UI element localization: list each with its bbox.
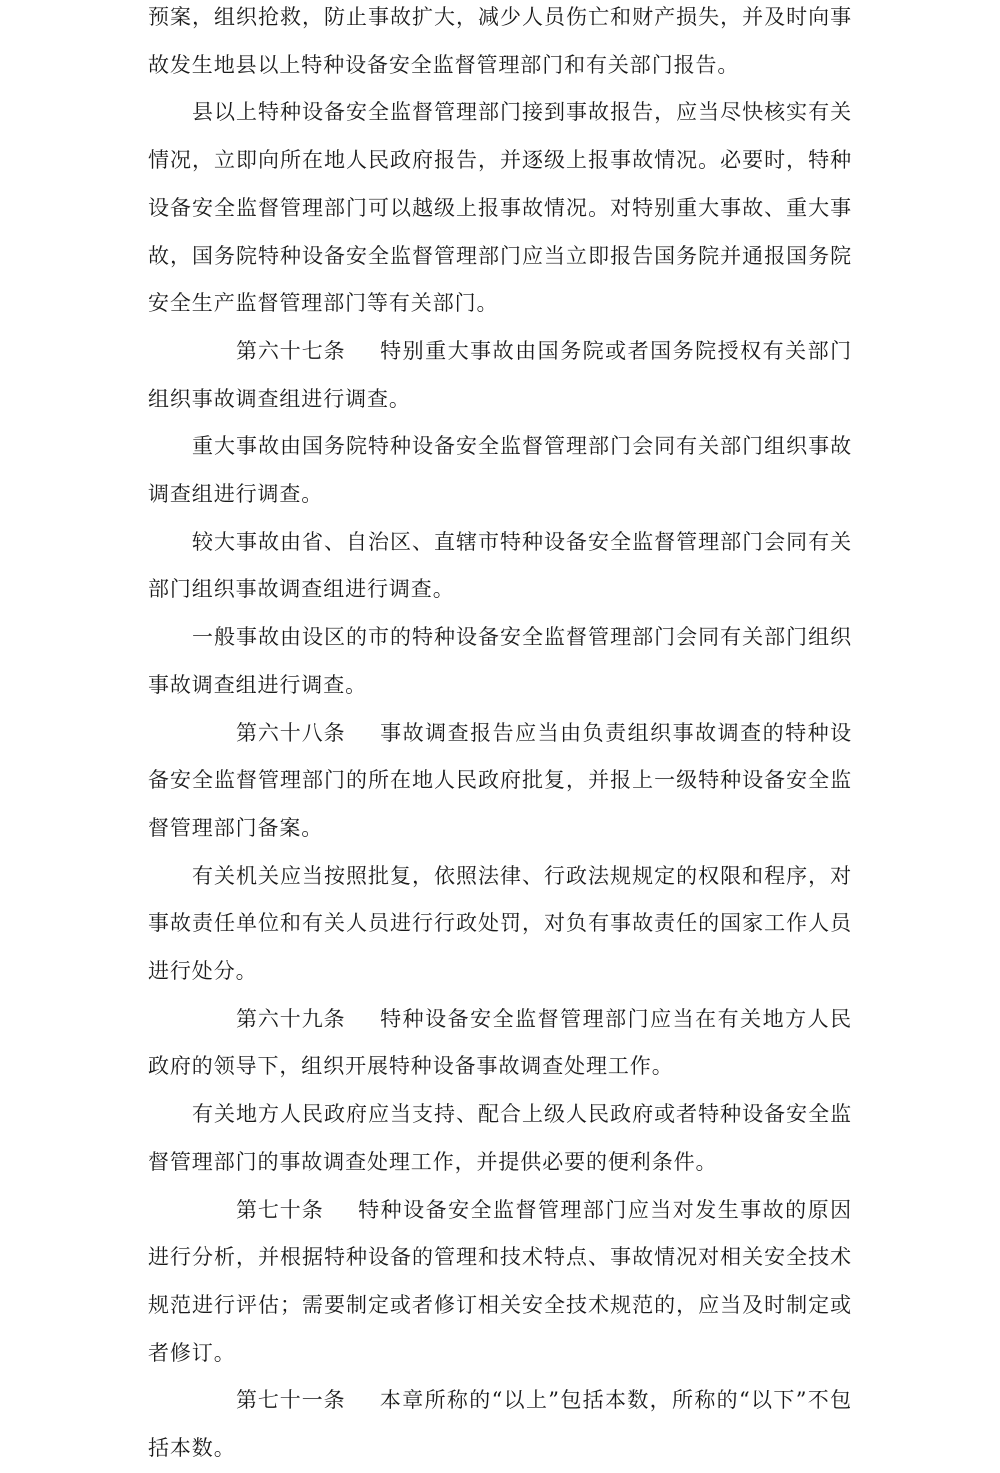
paragraph-text: 特别重大事故由国务院或者国务院授权有关部门组织事故调查组进行调查。 [148, 338, 852, 411]
paragraph-text: 县以上特种设备安全监督管理部门接到事故报告，应当尽快核实有关情况，立即向所在地人民政府报告，并逐级上报事故情况。必要时，特种设备安全监督管理部门可以越级上报事故情况。对特别重大事故、重大事故，国务院特种设备安全监督管理部门应当立即报告国务院并通报国务院安全生产监督管理部门等有关部门。 [148, 100, 852, 316]
paragraph-text: 特种设备安全监督管理部门应当在有关地方人民政府的领导下，组织开展特种设备事故调查处理工作。 [148, 1006, 852, 1079]
paragraph [148, 614, 852, 709]
paragraph [148, 1091, 852, 1186]
paragraph-text: 特种设备安全监督管理部门应当对发生事故的原因进行分析，并根据特种设备的管理和技术特点、事故情况对相关安全技术规范进行评估；需要制定或者修订相关安全技术规范的，应当及时制定或者修订。 [148, 1197, 852, 1365]
paragraph [148, 89, 852, 328]
article-number: 第六十七条 [236, 338, 346, 363]
paragraph [148, 423, 852, 518]
paragraph [148, 853, 852, 996]
article-71 [148, 1377, 852, 1472]
paragraph-text: 本章所称的“以上”包括本数，所称的“以下”不包括本数。 [148, 1388, 852, 1461]
article-68 [148, 710, 852, 853]
article-number: 第六十八条 [236, 720, 346, 745]
article-67 [148, 328, 852, 423]
article-70 [148, 1187, 852, 1378]
document-body [148, 0, 852, 1473]
paragraph-text: 重大事故由国务院特种设备安全监督管理部门会同有关部门组织事故调查组进行调查。 [148, 434, 852, 507]
article-number: 第七十条 [236, 1197, 324, 1222]
paragraph-text: 有关地方人民政府应当支持、配合上级人民政府或者特种设备安全监督管理部门的事故调查处理工作，并提供必要的便利条件。 [148, 1102, 852, 1174]
paragraph [148, 0, 852, 89]
article-69 [148, 996, 852, 1091]
paragraph-text: 预案，组织抢救，防止事故扩大，减少人员伤亡和财产损失，并及时向事故发生地县以上特种设备安全监督管理部门和有关部门报告。 [148, 5, 852, 77]
paragraph-text: 一般事故由设区的市的特种设备安全监督管理部门会同有关部门组织事故调查组进行调查。 [148, 625, 852, 697]
paragraph-text: 较大事故由省、自治区、直辖市特种设备安全监督管理部门会同有关部门组织事故调查组进行调查。 [148, 529, 852, 602]
paragraph [148, 519, 852, 614]
paragraph-text: 有关机关应当按照批复，依照法律、行政法规规定的权限和程序，对事故责任单位和有关人员进行行政处罚，对负有事故责任的国家工作人员进行处分。 [148, 863, 852, 984]
article-number: 第六十九条 [236, 1006, 346, 1031]
paragraph-text: 事故调查报告应当由负责组织事故调查的特种设备安全监督管理部门的所在地人民政府批复，并报上一级特种设备安全监督管理部门备案。 [148, 720, 852, 840]
article-number: 第七十一条 [236, 1388, 346, 1413]
